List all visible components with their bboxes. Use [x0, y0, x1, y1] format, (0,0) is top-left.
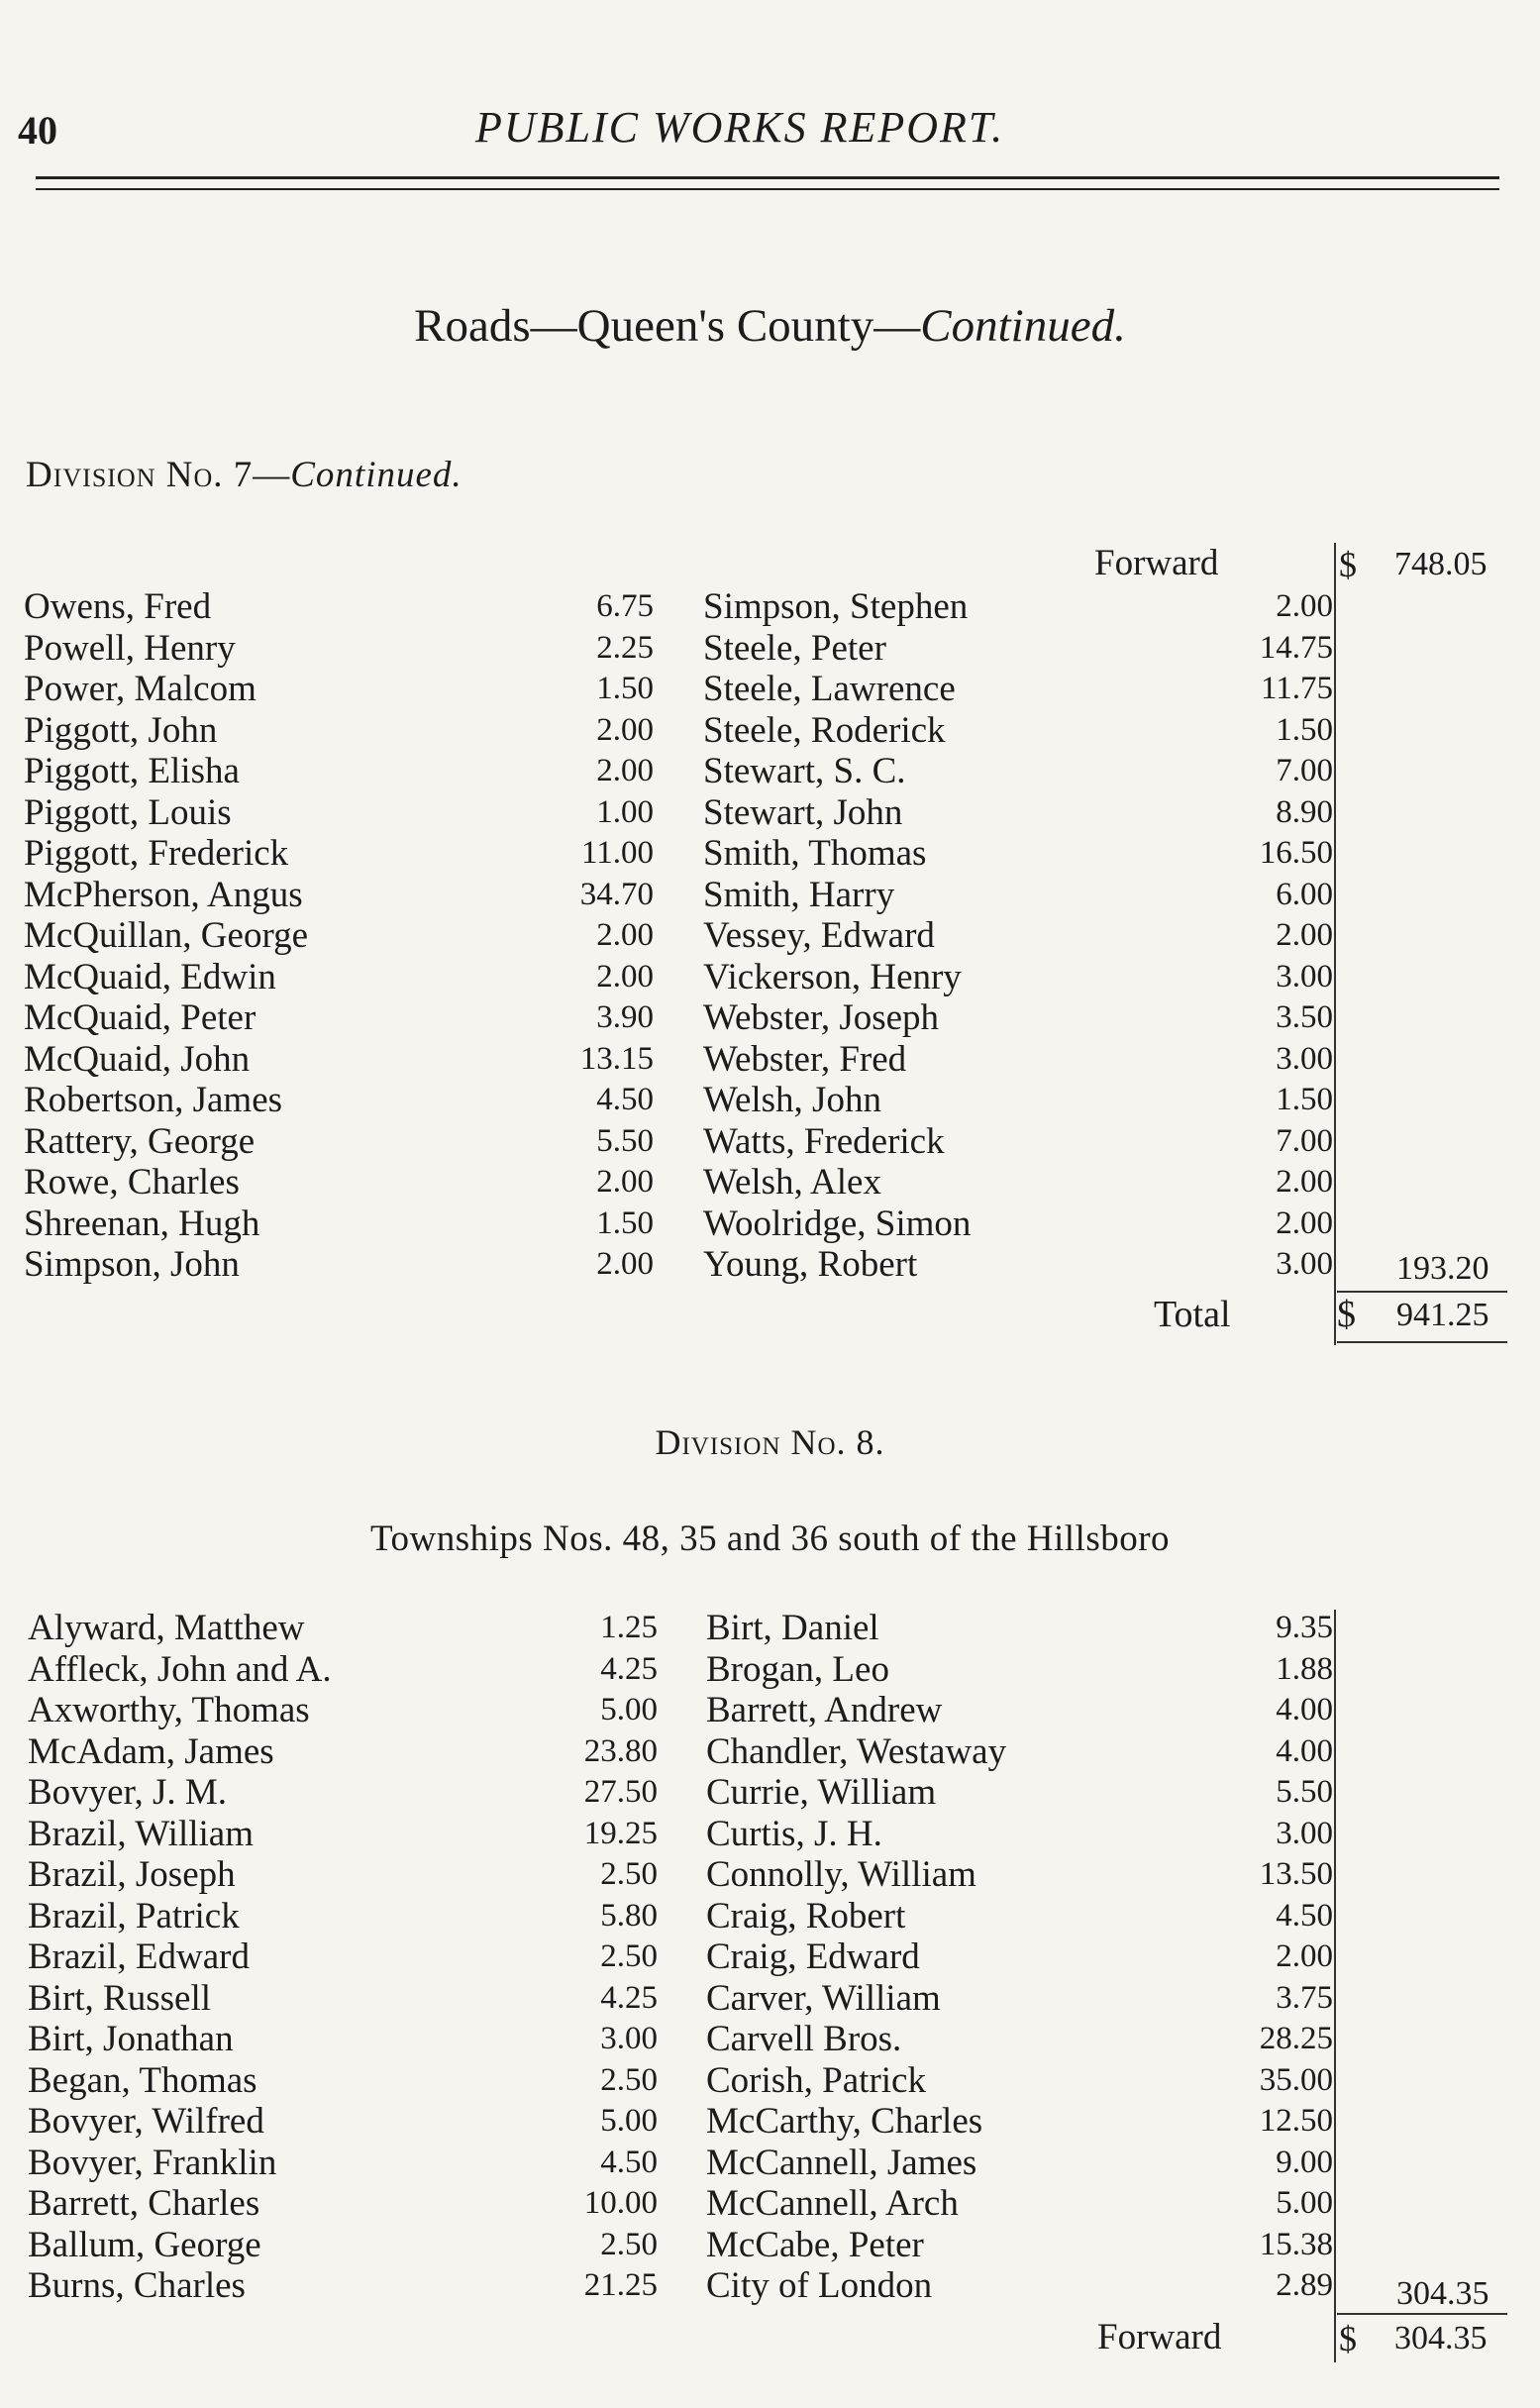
division-8-left-column — [28, 1608, 658, 2307]
payment-amount: 3.75 — [1276, 1979, 1333, 2016]
payee-name: Vessey, Edward — [703, 915, 935, 956]
table-row — [703, 997, 1333, 1039]
payment-amount: 5.00 — [600, 1692, 658, 1727]
forward-currency: $ — [1339, 545, 1357, 584]
payee-name: Craig, Edward — [706, 1937, 920, 1977]
table-row — [703, 1162, 1333, 1204]
payee-name: McCannell, James — [706, 2142, 977, 2183]
division-8-subtotal-rule — [1337, 2313, 1507, 2315]
page-header — [0, 0, 1540, 208]
table-row — [24, 915, 654, 957]
header-rule-thin — [36, 188, 1499, 190]
table-row — [24, 875, 654, 916]
table-row — [24, 1204, 654, 1245]
payment-amount: 2.00 — [596, 1246, 654, 1282]
table-row — [24, 1244, 654, 1286]
payee-name: McQuaid, John — [24, 1038, 251, 1080]
table-row — [24, 1121, 654, 1163]
payee-name: Curtis, J. H. — [706, 1813, 882, 1854]
payment-amount: 4.50 — [596, 1082, 654, 1117]
payee-name: McCabe, Peter — [706, 2224, 924, 2265]
division-8-subtotal: 304.35 — [1396, 2275, 1489, 2312]
payee-name: McCarthy, Charles — [706, 2101, 983, 2142]
payment-amount: 1.50 — [1276, 711, 1333, 748]
payment-amount: 4.50 — [600, 2144, 658, 2180]
payee-name: Bovyer, J. M. — [28, 1772, 227, 1813]
payee-name: Connolly, William — [706, 1854, 976, 1895]
payment-amount: 2.00 — [1276, 1938, 1333, 1974]
payee-name: Brazil, Patrick — [28, 1895, 240, 1937]
table-row — [703, 792, 1333, 834]
payee-name: Webster, Fred — [703, 1038, 907, 1080]
payee-name: Webster, Joseph — [703, 997, 940, 1038]
payment-amount: 2.00 — [596, 1164, 654, 1200]
payment-amount: 27.50 — [583, 1774, 658, 1810]
payment-amount: 2.50 — [600, 2061, 658, 2098]
payment-amount: 14.75 — [1259, 629, 1333, 666]
table-row — [28, 2265, 658, 2307]
payment-amount: 15.38 — [1259, 2226, 1333, 2262]
division-8-forward-currency: $ — [1339, 2319, 1357, 2358]
payment-amount: 4.00 — [1276, 1692, 1333, 1727]
table-row — [706, 2225, 1333, 2266]
payee-name: Began, Thomas — [28, 2059, 257, 2101]
division-7-heading-continued: Continued. — [290, 455, 462, 495]
payment-amount: 2.50 — [600, 1938, 658, 1974]
payee-name: Ballum, George — [28, 2224, 261, 2265]
payment-amount: 3.00 — [600, 2021, 658, 2056]
table-row — [28, 2060, 658, 2102]
table-row — [706, 1608, 1333, 1649]
payment-amount: 2.50 — [600, 2226, 658, 2262]
payee-name: McQuaid, Edwin — [24, 956, 276, 997]
table-row — [24, 1080, 654, 1121]
table-row — [706, 1649, 1333, 1691]
payee-name: Burns, Charles — [28, 2265, 246, 2306]
payee-name: Steele, Roderick — [703, 709, 946, 751]
payment-amount: 3.00 — [1276, 1815, 1333, 1851]
division-7-heading-text: Division No. 7— — [26, 455, 291, 495]
total-value: 941.25 — [1396, 1297, 1489, 1333]
table-row — [703, 1039, 1333, 1081]
division-7-right-column — [703, 586, 1333, 1286]
payment-amount: 1.50 — [596, 1204, 654, 1241]
table-row — [24, 833, 654, 875]
payment-amount: 2.89 — [1276, 2267, 1333, 2303]
table-row — [706, 2060, 1333, 2102]
payee-name: Barrett, Andrew — [706, 1690, 943, 1730]
payment-amount: 2.25 — [596, 629, 654, 666]
payment-amount: 2.00 — [596, 958, 654, 995]
payee-name: Brogan, Leo — [706, 1648, 889, 1690]
payee-name: Chandler, Westaway — [706, 1730, 1007, 1772]
payment-amount: 3.00 — [1276, 1246, 1333, 1282]
payee-name: Bovyer, Franklin — [28, 2142, 277, 2183]
table-row — [706, 1896, 1333, 1937]
payee-name: Steele, Peter — [703, 627, 886, 669]
table-row — [24, 710, 654, 752]
payment-amount: 12.50 — [1259, 2103, 1333, 2139]
payment-amount: 1.50 — [596, 671, 654, 706]
payment-amount: 4.25 — [600, 1979, 658, 2016]
table-row — [706, 1937, 1333, 1978]
payee-name: Piggott, Frederick — [24, 833, 289, 874]
table-row — [703, 710, 1333, 752]
table-row — [24, 628, 654, 670]
payee-name: Barrett, Charles — [28, 2183, 260, 2224]
payment-amount: 19.25 — [583, 1815, 658, 1851]
table-row — [24, 669, 654, 710]
division-8-column-rule — [1334, 1610, 1336, 2362]
payee-name: Axworthy, Thomas — [28, 1690, 310, 1730]
table-row — [28, 1772, 658, 1814]
payee-name: Watts, Frederick — [703, 1120, 945, 1162]
payee-name: McQuillan, George — [24, 915, 309, 956]
payment-amount: 11.75 — [1260, 671, 1333, 706]
table-row — [706, 1854, 1333, 1896]
payment-amount: 6.75 — [596, 588, 654, 624]
payment-amount: 3.00 — [1276, 1040, 1333, 1077]
table-row — [706, 2101, 1333, 2143]
table-row — [703, 957, 1333, 998]
table-row — [28, 1978, 658, 2020]
payee-name: Steele, Lawrence — [703, 669, 956, 709]
table-row — [28, 2019, 658, 2060]
table-row — [28, 2101, 658, 2143]
page-number: 40 — [18, 108, 57, 153]
payment-amount: 2.00 — [1276, 917, 1333, 953]
table-row — [703, 1244, 1333, 1286]
payment-amount: 10.00 — [583, 2185, 658, 2221]
payee-name: Currie, William — [706, 1772, 937, 1813]
total-label: Total — [1154, 1294, 1231, 1335]
payee-name: McQuaid, Peter — [24, 997, 257, 1038]
table-row — [703, 833, 1333, 875]
table-row — [24, 792, 654, 834]
table-row — [706, 1731, 1333, 1773]
payee-name: Carver, William — [706, 1977, 941, 2019]
table-row — [706, 2019, 1333, 2060]
payee-name: Owens, Fred — [24, 586, 212, 627]
table-row — [28, 2183, 658, 2225]
payee-name: Welsh, Alex — [703, 1162, 881, 1203]
payment-amount: 5.00 — [600, 2103, 658, 2139]
division-7-heading — [26, 454, 462, 496]
payee-name: Alyward, Matthew — [28, 1608, 305, 1648]
payee-name: Brazil, Edward — [28, 1937, 250, 1977]
payment-amount: 23.80 — [583, 1732, 658, 1769]
division-7-column-rule — [1334, 543, 1336, 1345]
table-row — [28, 1814, 658, 1855]
payment-amount: 6.00 — [1276, 876, 1333, 912]
payee-name: Welsh, John — [703, 1080, 881, 1120]
payment-amount: 3.90 — [596, 999, 654, 1035]
table-row — [703, 875, 1333, 916]
payment-amount: 35.00 — [1259, 2061, 1333, 2098]
payee-name: Birt, Jonathan — [28, 2019, 234, 2059]
table-row — [24, 1162, 654, 1204]
payment-amount: 5.50 — [1276, 1774, 1333, 1810]
payee-name: Craig, Robert — [706, 1895, 906, 1937]
payee-name: Affleck, John and A. — [28, 1648, 332, 1690]
payment-amount: 5.50 — [596, 1122, 654, 1159]
payee-name: Brazil, William — [28, 1813, 254, 1854]
payee-name: Vickerson, Henry — [703, 956, 962, 997]
payment-amount: 5.00 — [1276, 2185, 1333, 2221]
table-row — [28, 1608, 658, 1649]
payee-name: Smith, Harry — [703, 874, 895, 915]
payee-name: Birt, Russell — [28, 1977, 212, 2019]
table-row — [28, 2143, 658, 2184]
payee-name: Piggott, John — [24, 709, 218, 751]
payment-amount: 2.00 — [1276, 1204, 1333, 1241]
payment-amount: 8.90 — [1276, 793, 1333, 830]
table-row — [706, 1690, 1333, 1731]
payment-amount: 7.00 — [1276, 1122, 1333, 1159]
table-row — [703, 669, 1333, 710]
payment-amount: 9.00 — [1276, 2144, 1333, 2180]
payee-name: City of London — [706, 2265, 933, 2306]
header-rule — [36, 176, 1499, 179]
table-row — [24, 751, 654, 792]
payment-amount: 21.25 — [583, 2267, 658, 2303]
townships-line: Townships Nos. 48, 35 and 36 south of the Hillsboro — [369, 1518, 1171, 1559]
division-7-subtotal-rule — [1337, 1291, 1507, 1293]
payment-amount: 1.25 — [600, 1610, 658, 1645]
section-title — [0, 299, 1540, 353]
payment-amount: 2.00 — [1276, 1164, 1333, 1200]
payee-name: McPherson, Angus — [24, 874, 303, 915]
table-row — [706, 1978, 1333, 2020]
payee-name: Birt, Daniel — [706, 1608, 879, 1648]
payment-amount: 5.80 — [600, 1897, 658, 1934]
division-8-forward-label: Forward — [1097, 2317, 1222, 2357]
payee-name: Brazil, Joseph — [28, 1854, 236, 1895]
division-7-total-rule — [1337, 1341, 1507, 1343]
payment-amount: 3.50 — [1276, 999, 1333, 1035]
payment-amount: 34.70 — [579, 876, 654, 912]
division-7-left-column — [24, 586, 654, 1286]
division-7-subtotal: 193.20 — [1396, 1250, 1489, 1287]
payee-name: Stewart, S. C. — [703, 751, 906, 791]
payee-name: Piggott, Elisha — [24, 751, 240, 791]
payee-name: Corish, Patrick — [706, 2059, 926, 2101]
running-title: PUBLIC WORKS REPORT. — [475, 103, 1005, 152]
table-row — [24, 1039, 654, 1081]
table-row — [703, 915, 1333, 957]
division-8-forward-value: 304.35 — [1394, 2320, 1488, 2356]
forward-value: 748.05 — [1394, 546, 1488, 582]
payee-name: Rattery, George — [24, 1120, 256, 1162]
table-row — [28, 1896, 658, 1937]
payee-name: Young, Robert — [703, 1244, 918, 1285]
payee-name: Powell, Henry — [24, 627, 236, 669]
table-row — [703, 1121, 1333, 1163]
payment-amount: 11.00 — [580, 835, 654, 871]
payee-name: Simpson, Stephen — [703, 586, 969, 627]
total-currency: $ — [1337, 1294, 1356, 1335]
payment-amount: 3.00 — [1276, 958, 1333, 995]
table-row — [706, 2265, 1333, 2307]
payment-amount: 2.00 — [1276, 588, 1333, 624]
table-row — [28, 1937, 658, 1978]
payee-name: Bovyer, Wilfred — [28, 2101, 264, 2142]
table-row — [28, 2225, 658, 2266]
payee-name: Power, Malcom — [24, 669, 257, 709]
payee-name: Shreenan, Hugh — [24, 1203, 260, 1244]
payee-name: Woolridge, Simon — [703, 1203, 972, 1244]
payee-name: McCannell, Arch — [706, 2183, 959, 2224]
section-title-main: Roads—Queen's County— — [414, 300, 921, 352]
payment-amount: 4.50 — [1276, 1897, 1333, 1934]
payee-name: Carvell Bros. — [706, 2019, 902, 2059]
payee-name: Stewart, John — [703, 791, 903, 833]
division-8-right-column — [706, 1608, 1333, 2307]
payment-amount: 2.00 — [596, 753, 654, 788]
table-row — [24, 957, 654, 998]
payment-amount: 16.50 — [1259, 835, 1333, 871]
payment-amount: 9.35 — [1276, 1610, 1333, 1645]
table-row — [28, 1649, 658, 1691]
payment-amount: 4.00 — [1276, 1732, 1333, 1769]
payment-amount: 4.25 — [600, 1650, 658, 1687]
table-row — [703, 628, 1333, 670]
payee-name: Rowe, Charles — [24, 1162, 240, 1203]
payee-name: McAdam, James — [28, 1730, 274, 1772]
forward-label: Forward — [1094, 543, 1219, 583]
payment-amount: 7.00 — [1276, 753, 1333, 788]
payment-amount: 2.00 — [596, 711, 654, 748]
payee-name: Piggott, Louis — [24, 791, 232, 833]
payment-amount: 1.00 — [596, 793, 654, 830]
table-row — [24, 997, 654, 1039]
table-row — [703, 751, 1333, 792]
payee-name: Simpson, John — [24, 1244, 240, 1285]
payment-amount: 2.50 — [600, 1856, 658, 1892]
section-title-continued: Continued. — [920, 300, 1126, 352]
table-row — [706, 2183, 1333, 2225]
payee-name: Robertson, James — [24, 1080, 283, 1120]
table-row — [24, 586, 654, 628]
table-row — [28, 1690, 658, 1731]
payment-amount: 2.00 — [596, 917, 654, 953]
division-8-heading: Division No. 8. — [655, 1422, 885, 1462]
table-row — [28, 1854, 658, 1896]
payment-amount: 1.88 — [1276, 1650, 1333, 1687]
table-row — [703, 1204, 1333, 1245]
payment-amount: 28.25 — [1259, 2021, 1333, 2056]
table-row — [703, 1080, 1333, 1121]
table-row — [703, 586, 1333, 628]
table-row — [706, 1772, 1333, 1814]
payment-amount: 13.50 — [1259, 1856, 1333, 1892]
table-row — [706, 2143, 1333, 2184]
payment-amount: 1.50 — [1276, 1082, 1333, 1117]
payee-name: Smith, Thomas — [703, 833, 927, 874]
table-row — [28, 1731, 658, 1773]
table-row — [706, 1814, 1333, 1855]
payment-amount: 13.15 — [579, 1040, 654, 1077]
